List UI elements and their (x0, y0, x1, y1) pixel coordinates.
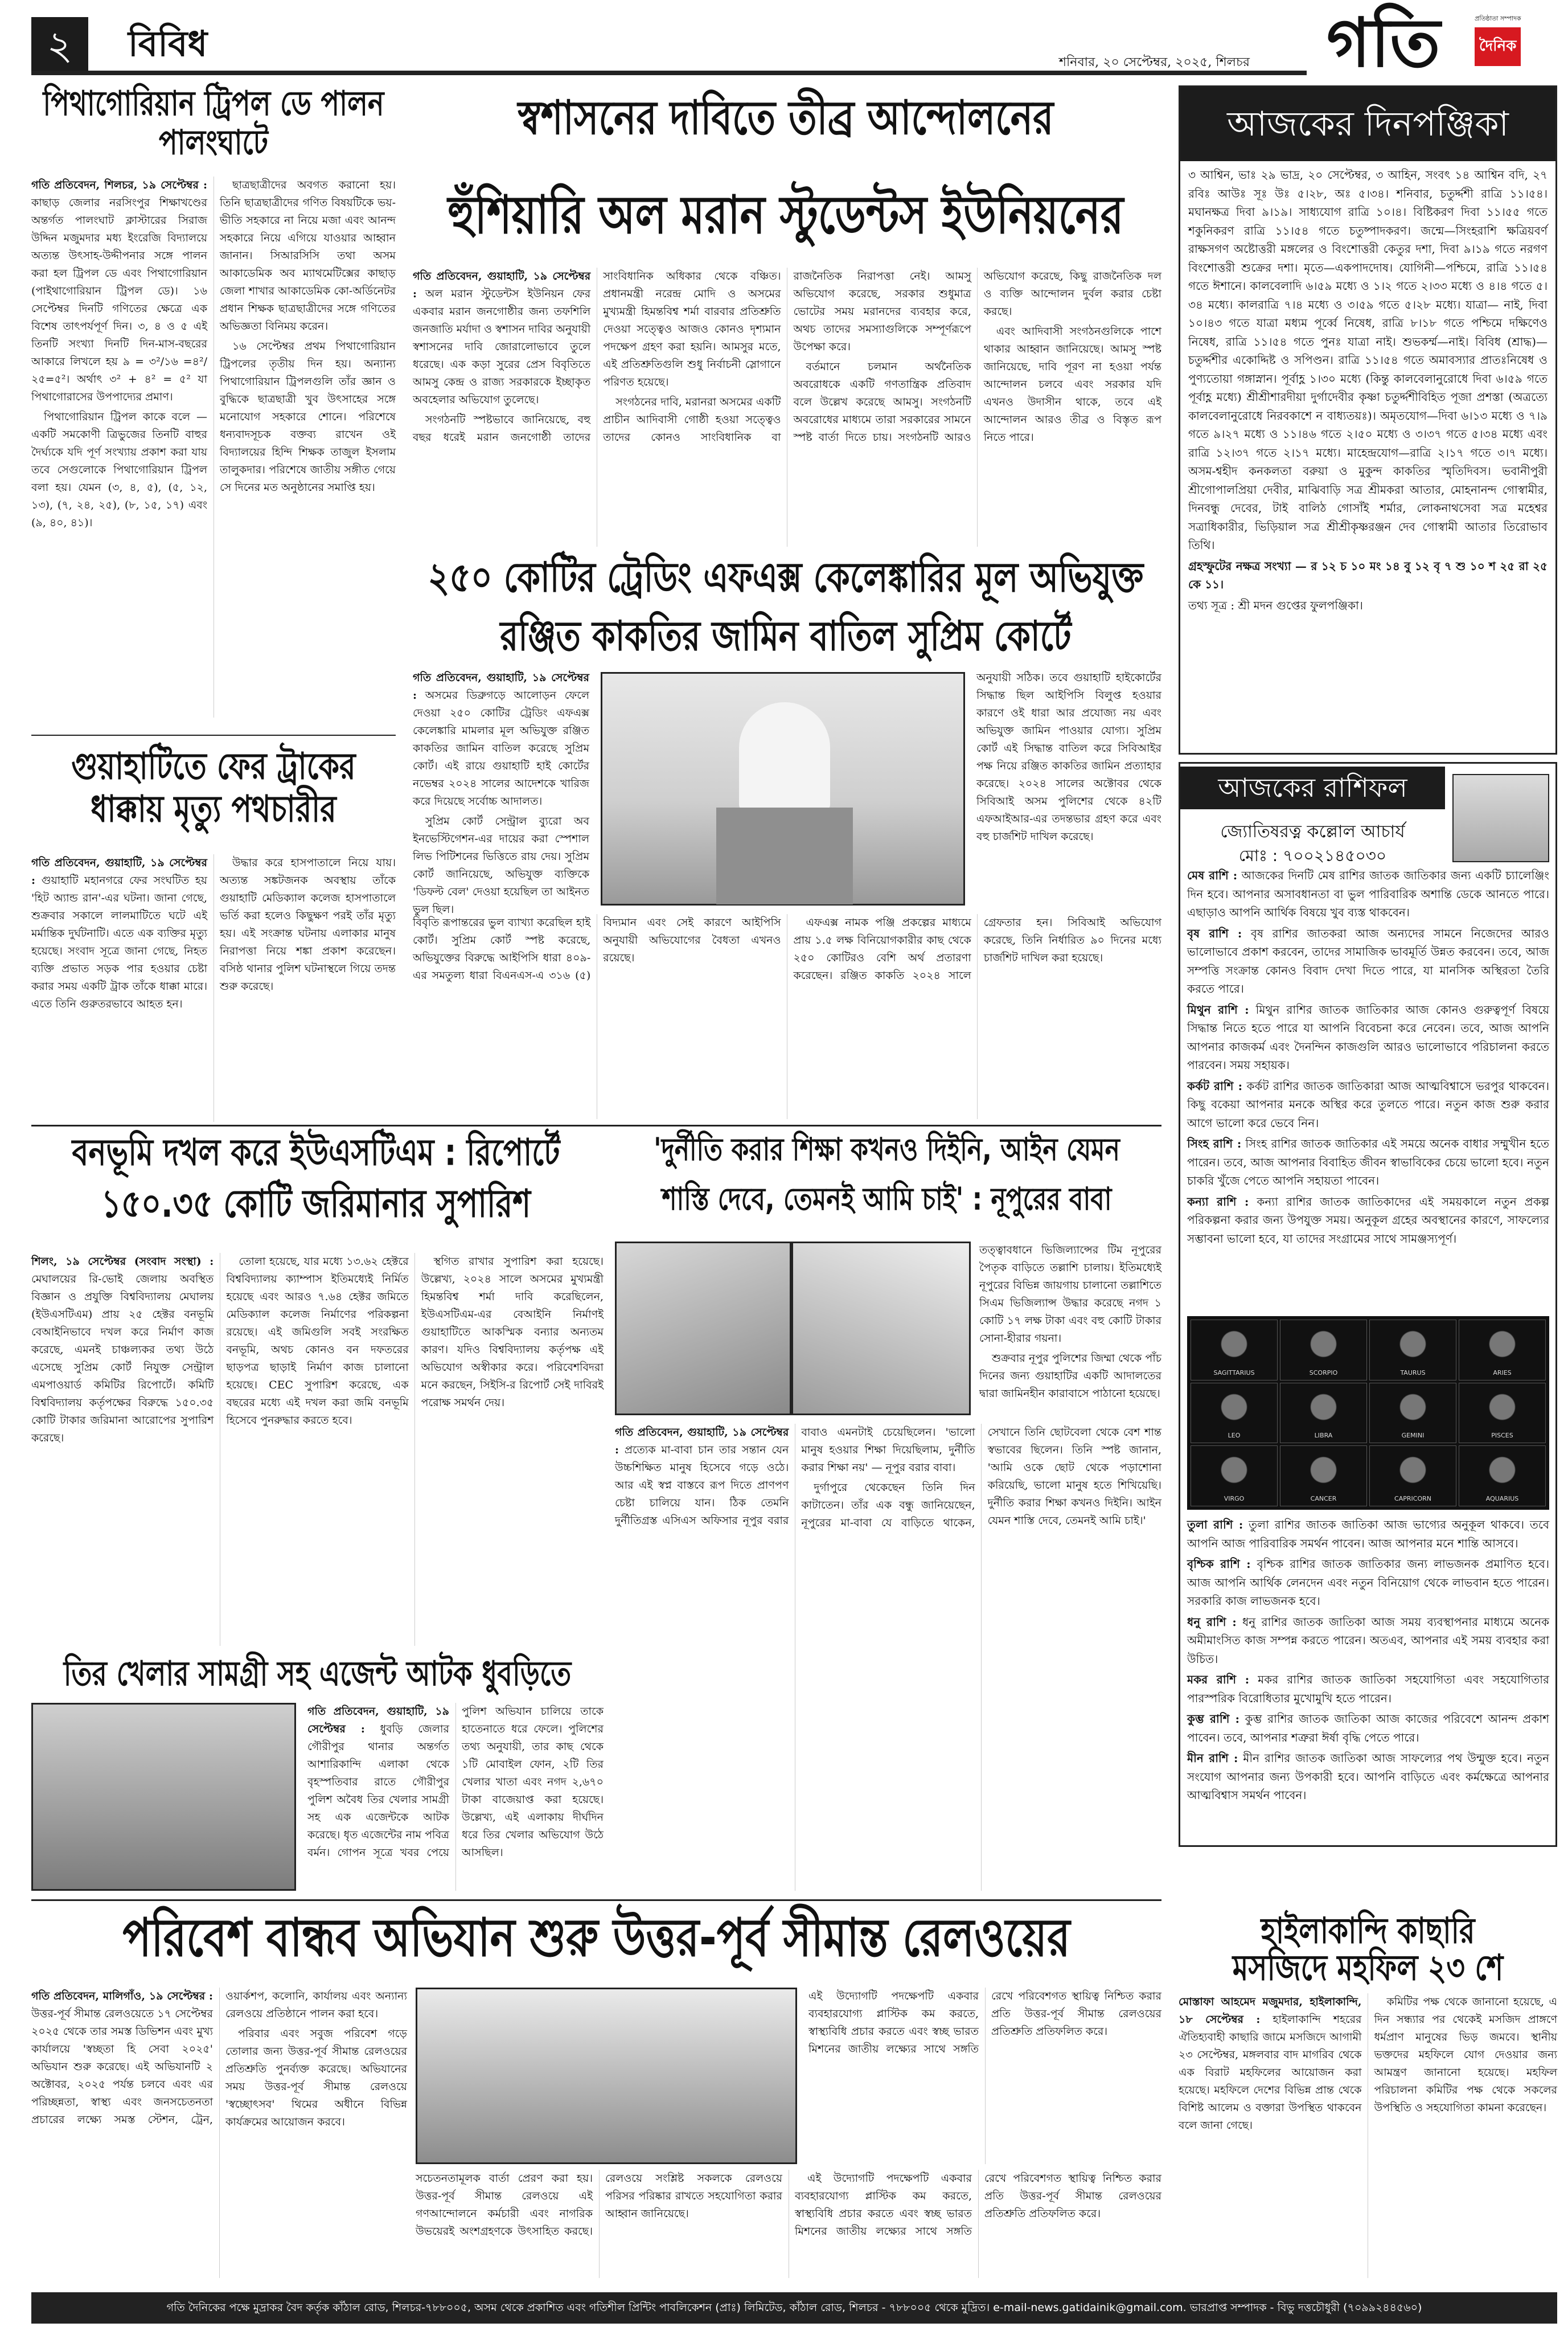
paragraph: দুর্গাপুরে থেকেছেন তিনি দিন কাটাতেন। তাঁর এক বন্ধু জানিয়েছেন, নূপুরের মা-বাবা যে বাড়িতে থাকেন, সেখানে তিনি ছোটবেলা থেকে বেশ শান্ত স্বভাবের ছিলেন। তিনি স্পষ্ট জানান, 'আমি ওকে ছোট থেকে পড়াশোনা করিয়েছি, ভালো মানুষ হতে শিখিয়েছি। দুর্নীতি করার শিক্ষা কখনও দিইনি। আইন যেমন শাস্তি দেবে, তেমনই আমি চাই।' (801, 1426, 1161, 1529)
sign-name: কুম্ভ রাশি : (1187, 1712, 1240, 1726)
sign-text: বৃষ রাশির জাতকরা আজ অন্যদের সামনে নিজেদের আরও ভালোভাবে প্রকাশ করবেন, তাদের সামাজিক ভাবমূর্তি উন্নত করবেন। তবে, আজ সম্পত্তি সংক্রান্ত কোনও বিবাদ দেখা দিতে পারে, যা মানসিক অস্থিরতা তৈরি করতে পারে। (1187, 926, 1549, 996)
headline-ustm-2: ১৫০.৩৫ কোটি জরিমানার সুপারিশ (101, 1181, 531, 1226)
paragraph: এই উদ্যোগটি পদক্ষেপটি একবার ব্যবহারযোগ্য প্লাস্টিক কম করতে, স্বাস্থ্যবিধি প্রচার করতে এবং স্বচ্ছ ভারত মিশনের জাতীয় লক্ষ্যের সাথে সঙ্গতি রেখে পরিবেশগত স্থায়িত্ব নিশ্চিত করার প্রতি উত্তর-পূর্ব সীমান্ত রেলওয়ের প্রতিশ্রুতি প্রতিফলিত করে। (795, 2172, 1161, 2238)
dateline: শিলং, ১৯ সেপ্টেম্বর (সংবাদ সংস্থা) : (31, 1255, 214, 1268)
headline-moran-1: স্বশাসনের দাবিতে তীব্র আন্দোলনের (518, 90, 1054, 145)
paragraph: প্রত্যেক মা-বাবা চান তার সন্তান যেন উচ্চশিক্ষিত মানুষ হিসেবে গড়ে ওঠে। আর এই স্বপ্ন বাস্তবে রূপ দিতে প্রাণপণ চেষ্টা চালিয়ে যান। ঠিক তেমনি দুর্নীতিগ্রস্ত এসিএস অফিসার নূপুর বরার বাবাও এমনটাই চেয়েছিলেন। 'ভালো মানুষ হওয়ার শিক্ষা দিয়েছিলাম, দুর্নীতি করার শিক্ষা নয়' — নূপুর বরার বাবা। (615, 1426, 975, 1527)
sign-text: তুলা রাশির জাতক জাতিকা আজ ভাগ্যের অনুকূল থাকবে। তবে আপনি আজ পারিবারিক সমর্থন পাবেন। আজ আপনার মনে শান্তি আসবে। (1187, 1518, 1550, 1550)
dateline: গতি প্রতিবেদন, গুয়াহাটি, ১৯ সেপ্টেম্বর : (413, 270, 591, 300)
zodiac-sign: TAURUS (1369, 1320, 1456, 1380)
paragraph: এবং আদিবাসী সংগঠনগুলিকে পাশে থাকার আহ্বান জানিয়েছে। আমসু স্পষ্ট জানিয়েছে, দাবি পূরণ না হওয়া পর্যন্ত আন্দোলন চলবে এবং সরকার যদি এখনও উদাসীন থাকে, তবে এই আন্দোলন আরও তীব্র ও বিস্তৃত রূপ নিতে পারে। (983, 325, 1161, 444)
nupur-father-photo (615, 1242, 791, 1415)
dateline: গতি প্রতিবেদন, গুয়াহাটি, ১৯ সেপ্টেম্বর : (615, 1426, 789, 1456)
headline-nupur-1: 'দুর্নীতি করার শিক্ষা কখনও দিইনি, আইন যেমন (654, 1131, 1120, 1168)
paragraph: সচেতনতামূলক বার্তা প্রেরণ করা হয়। উত্তর-পূর্ব সীমান্ত রেলওয়ে এই গণআন্দোলনে কর্মচারী এবং নাগরিক উভয়েরই অংশগ্রহণকে উৎসাহিত করছে। রেলওয়ে সংশ্লিষ্ট সকলকে রেলওয়ে পরিসর পরিষ্কার রাখতে সহযোগিতা করার আহ্বান জানিয়েছে। (416, 2172, 782, 2238)
paragraph: কাছাড় জেলার নরসিংপুর শিক্ষাখণ্ডের অন্তর্গত পালংঘাট ক্লাস্টারের সিরাজ উদ্দিন মজুমদার মধ্য ইংরেজি বিদ্যালয়ে অত্যন্ত উৎসাহ-উদ্দীপনার সঙ্গে পালন করা হল ট্রিপল ডে এবং পিথাগোরিয়ান (পাইথাগোরিয়ান ট্রিপল ডে)। ১৬ সেপ্টেম্বর দিনটি গণিতের ক্ষেত্রে এক বিশেষ তাৎপর্যপূর্ণ দিন। ৩, ৪ ও ৫ এই তিনটি সংখ্যা দিনটি দিন-মাস-বছরের আকারে লিখলে হয় ৯ = ৩²/১৬ =৪²/২৫=৫²। অর্থাৎ ৩² + ৪² = ৫² যা পিথাগোরাসের উপপাদ্যের প্রমাণ। (31, 196, 207, 403)
sign-text: মীন রাশির জাতক জাতিকা আজ সাফল্যের পথ উন্মুক্ত হবে। নতুন সংযোগ আপনার জন্য উপকারী হবে। আপনি বাড়িতে এবং কর্মক্ষেত্রে আপনার আত্মবিশ্বাস সমর্থন পাবেন। (1187, 1751, 1550, 1802)
paragraph: সুপ্রিম কোর্ট সেন্ট্রাল ব্যুরো অব ইনভেস্টিগেশন-এর দায়ের করা স্পেশাল লিভ পিটিশনের ভিত্তিতে রায় দেয়। সুপ্রিম কোর্ট জানিয়েছে, অভিযুক্ত ব্যক্তিকে 'ডিফল্ট বেল' দেওয়া হয়েছিল তা আইনত ভুল ছিল। (413, 815, 589, 916)
dateline: মোস্তাফা আহমেদ মজুমদার, হাইলাকান্দি, ১৮ সেপ্টেম্বর : (1179, 1996, 1362, 2026)
logo-badge: দৈনিক (1475, 27, 1521, 66)
article-railway-col (808, 1988, 1161, 2164)
panjika-stars: গ্রহস্ফুটের নক্ষত্র সংখ্যা — র ১২ চ ১০ মং ১৪ বু ১২ বৃ ৭ শু ১০ শ ২৫ রা ২৫ কে ১১। (1188, 559, 1548, 591)
panjika-text (1180, 161, 1555, 751)
rashifal-title: আজকের রাশিফল (1180, 767, 1445, 809)
logo-tagline: প্রতিষ্ঠাতা সম্পাদক (1475, 15, 1521, 22)
article-mosque (1179, 1993, 1557, 2278)
paragraph: ধুবড়ি জেলার গৌরীপুর থানার অন্তর্গত আশারিকান্দি এলাকা থেকে বৃহস্পতিবার রাতে গৌরীপুর পুলিশ অবৈধ তির খেলার সামগ্রী সহ এক এজেন্টকে আটক করেছে। ধৃত এজেন্টের নাম পবিত্র বর্মন। গোপন সূত্রে খবর পেয়ে পুলিশ অভিযান চালিয়ে তাকে হাতেনাতে ধরে ফেলে। পুলিশের তথ্য অনুযায়ী, তার কাছ থেকে ১টি মোবাইল ফোন, ২টি তির খেলার খাতা এবং নগদ ২,৬৭০ টাকা বাজেয়াপ্ত করা হয়েছে। উল্লেখ্য, এই এলাকায় দীর্ঘদিন ধরে তির খেলার অভিযোগ উঠে আসছিল। (307, 1705, 604, 1859)
panjika-source: তথ্য সূত্র : শ্রী মদন গুপ্তের ফুলপঞ্জিকা। (1188, 598, 1363, 612)
paragraph: এই উদ্যোগটি পদক্ষেপটি একবার ব্যবহারযোগ্য প্লাস্টিক কম করতে, স্বাস্থ্যবিধি প্রচার করতে এবং স্বচ্ছ ভারত মিশনের জাতীয় লক্ষ্যের সাথে সঙ্গতি রেখে পরিবেশগত স্থায়িত্ব নিশ্চিত করার প্রতি উত্তর-পূর্ব সীমান্ত রেলওয়ের প্রতিশ্রুতি প্রতিফলিত করে। (808, 1990, 1161, 2055)
headline-mosque-2: মসজিদে মহফিল ২৩ শে (1232, 1947, 1504, 1989)
paragraph: স্থগিত রাখার সুপারিশ করা হয়েছে। উল্লেখ্য, ২০২৪ সালে অসমের মুখ্যমন্ত্রী হিমন্তবিশ্ব শর্মা দাবি করেছিলেন, ইউএসটিএম-এর বেআইনি নির্মাণই গুয়াহাটিতে আকস্মিক বন্যার অন্যতম কারণ। যদিও বিশ্ববিদ্যালয় কর্তৃপক্ষ এই অভিযোগ অস্বীকার করে। পরিবেশবিদরা মনে করছেন, সিইসি-র রিপোর্ট সেই দাবিরই পরোক্ষ সমর্থন দেয়। (421, 1255, 604, 1409)
header-rule (31, 71, 1307, 75)
paragraph: তোলা হয়েছে, যার মধ্যে ১৩.৬২ হেক্টরে বিশ্ববিদ্যালয় ক্যাম্পাস ইতিমধ্যেই নির্মিত হয়েছে এবং আরও ৭.৬৪ হেক্টর জমিতে মেডিক্যাল কলেজ নির্মাণের পরিকল্পনা রয়েছে। এই জমিগুলি সবই সংরক্ষিত বনভূমি, অথচ কোনও বন দফতরের ছাড়পত্র ছাড়াই নির্মাণ কাজ চালানো হয়েছে। CEC সুপারিশ করেছে, এক বছরের মধ্যে এই দখল করা জমি বনভূমি হিসেবে পুনরুদ্ধার করতে হবে। (226, 1255, 409, 1427)
sign-name: কন্যা রাশি : (1187, 1194, 1249, 1208)
paragraph: উত্তর-পূর্ব সীমান্ত রেলওয়েতে ১৭ সেপ্টেম্বর ২০২৫ থেকে তার সমস্ত ডিভিশন এবং মুখ্য কার্যালয়ে 'স্বচ্ছতা হি সেবা ২০২৫' অভিযান শুরু করেছে। এই অভিযানটি ২ অক্টোবর, ২০২৫ পর্যন্ত চলবে এবং এর পরিচ্ছন্নতা, স্বাস্থ্য এবং জনসচেতনতা প্রচারের লক্ষ্যে সমস্ত স্টেশন, ট্রেন, ওয়ার্কশপ, কলোনি, কার্যালয় এবং অন্যান্য রেলওয়ে প্রতিষ্ঠানে পালন করা হবে। (31, 1990, 407, 2126)
zodiac-sign: SCORPIO (1280, 1320, 1367, 1380)
logo-main: গতি (1327, 3, 1440, 82)
footer-imprint: গতি দৈনিকের পক্ষে মুদ্রাকর বৈদ কর্তৃক কাঁঠাল রোড, শিলচর-৭৮৮০০৫, অসম থেকে প্রকাশিত এবং গতিশীল প্রিন্টিং পাবলিকেশন (প্রাঃ) লিমিটেড, কাঁঠাল রোড, শিলচর - ৭৮৮০০৫ থেকে মুদ্রিত। e-mail-news.gatidainik@gmail.com. ভারপ্রাপ্ত সম্পাদক - বিভু দত্তচৌধুরী (৭০৯৯২৪৪৫৬০) (31, 2292, 1557, 2324)
sign-text: আজকের দিনটি মেষ রাশির জাতক জাতিকার জন্য একটি চ্যালেঞ্জিং দিন হবে। আপনার অসাবধানতা বা ভুল পারিবারিক অশান্তি ডেকে আনতে পারে। এছাড়াও আপনি আর্থিক বিষয়ে খুব ব্যস্ত থাকবেন। (1187, 869, 1550, 919)
sign-text: কুম্ভ রাশির জাতক জাতিকা আজ কাজের পরিবেশে আনন্দ প্রকাশ পাবেন। তবে, আপনার শত্রুরা ঈর্ষা বৃদ্ধি পেতে পারে। (1187, 1712, 1549, 1744)
paragraph: হাইলাকান্দি শহরের ঐতিহ্যবাহী কাছারি জামে মসজিদে আগামী ২৩ সেপ্টেম্বর, মঙ্গলবার বাদ মাগরিব থেকে এক বিরাট মহফিলের আয়োজন করা হয়েছে। মহফিলে দেশের বিভিন্ন প্রান্ত থেকে বিশিষ্ট আলেম ও বক্তারা উপস্থিত থাকবেন বলে জানা গেছে। (1179, 2013, 1362, 2132)
panjika-box (1179, 85, 1557, 755)
logo (1327, 3, 1554, 82)
paragraph: শুক্রবার নূপুর পুলিশের জিম্মা থেকে পাঁচ দিনের জন্য গুয়াহাটির একটি আদালতের দ্বারা জামিনহীন কারাবাসে পাঠানো হয়েছে। (979, 1352, 1161, 1400)
page-number: ২ (31, 17, 88, 74)
sign-text: মকর রাশির জাতক জাতিকা সহযোগিতা এবং সহযোগিতার পারস্পরিক বিরোধিতার মুখোমুখি হতে পারেন। (1187, 1673, 1550, 1705)
headline-ustm-1: বনভূমি দখল করে ইউএসটিএম : রিপোর্টে (72, 1131, 560, 1174)
paragraph: উদ্ধার করে হাসপাতালে নিয়ে যায়। অত্যন্ত সঙ্কটজনক অবস্থায় তাঁকে গুয়াহাটি মেডিক্যাল কলেজ হাসপাতালে ভর্তি করা হলেও কিছুক্ষণ পরই তাঁর মৃত্যু হয়। এই সংক্রান্ত ঘটনায় এলাকার মানুষ নিরাপত্তা নিয়ে শঙ্কা প্রকাশ করেছেন। বসিষ্ঠ থানার পুলিশ ঘটনাস্থলে গিয়ে তদন্ত শুরু করেছে। (220, 857, 396, 993)
paragraph: অনুযায়ী সঠিক। তবে গুয়াহাটি হাইকোর্টের সিদ্ধান্ত ছিল আইপিসি বিলুপ্ত হওয়ার কারণে ওই ধারা আর প্রযোজ্য নয় এবং অভিযুক্ত জামিন পাওয়ার যোগ্য। সুপ্রিম কোর্ট এই সিদ্ধান্ত বাতিল করে সিবিআইর পক্ষ নিয়ে রঞ্জিত কাকতির জামিন প্রত্যাহার করেছে। ২০২৪ সালের অক্টোবর থেকে সিবিআই অসম পুলিশের থেকে ৪২টি এফআইআর-এর তদন্তভার গ্রহণ করে এবং বহু চার্জশিট দাখিল করেছে। (976, 671, 1161, 843)
section-title: বিবিধ (128, 23, 208, 64)
article-fx-right (976, 669, 1161, 908)
paragraph: অল মরান স্টুডেন্টস ইউনিয়ন ফের একবার মরান জনগোষ্ঠীর জন্য তফশিলি জনজাতি মর্যাদা ও স্বশাসন দাবির অনুযায়ী স্বশাসনের দাবি জোরালোভাবে তুলে ধরেছে। এক কড়া সুরের প্রেস বিবৃতিতে আমসু কেন্দ্র ও রাজ্য সরকারকে ইচ্ছাকৃত অবহেলার অভিযোগ তুলেছে। (413, 288, 591, 406)
sign-text: ধনু রাশির জাতক জাতিকা আজ সময় ব্যবস্থাপনার মাধ্যমে অনেক অমীমাংসিত কাজ সম্পন্ন করতে পারেন। অতএব, আপনার এই সময় ব্যবহার করা উচিত। (1187, 1615, 1549, 1666)
sign-text: বৃশ্চিক রাশির জাতক জাতিকার জন্য লাভজনক প্রমাণিত হবে। আজ আপনি আর্থিক লেনদেন এবং নতুন বিনিয়োগ থেকে লাভবান হতে পারেন। সরকারি কাজ লাভজনক হবে। (1187, 1557, 1549, 1608)
building-shape (716, 808, 853, 904)
astrologer-name: জ্যোতিষরত্ন কল্লোল আচার্য (1220, 822, 1405, 842)
paragraph: এফএক্স নামক পঞ্জি প্রকল্পের মাধ্যমে প্রায় ১.৫ লক্ষ বিনিয়োগকারীর কাছ থেকে ২৫০ কোটিরও বেশি অর্থ প্রতারণা করেছেন। রঞ্জিত কাকতি ২০২৪ সালে গ্রেফতার হন। সিবিআই অভিযোগ করেছে, তিনি নির্ধারিত ৯০ দিনের মধ্যে চার্জশিট দাখিল করা হয়েছে। (793, 916, 1161, 982)
paragraph: পিথাগোরিয়ান ট্রিপল কাকে বলে — একটি সমকোণী ত্রিভুজের তিনটি বাহুর দৈর্ঘ্যকে যদি পূর্ণ সংখ্যায় প্রকাশ করা যায় তবে সেগুলোকে পিথাগোরিয়ান ট্রিপল বলা হয়। যেমন (৩, ৪, ৫), (৫, ১২, ১৩), (৭, ২৪, ২৫), (৮, ১৫, ১৭) এবং (৯, ৪০, ৪১)। (31, 411, 207, 529)
sign-name: তুলা রাশি : (1187, 1518, 1243, 1531)
paragraph: সংগঠনটি স্পষ্টভাবে জানিয়েছে, বহু বছর ধরেই মরান জনগোষ্ঠী তাদের সাংবিধানিক অধিকার থেকে বঞ্চিত। প্রধানমন্ত্রী নরেন্দ্র মোদি ও অসমের মুখ্যমন্ত্রী হিমন্তবিশ্ব শর্মা বারবার প্রতিশ্রুতি দেওয়া সত্ত্বেও আজও কোনও দৃশ্যমান পদক্ষেপ গ্রহণ করা হয়নি। আমসুর মতে, এই প্রতিশ্রুতিগুলি শুধু নির্বাচনী স্লোগানে পরিণত হয়েছে। (413, 270, 781, 444)
issue-date: শনিবার, ২০ সেপ্টেম্বর, ২০২৫, শিলচর (1059, 55, 1250, 69)
paragraph: ছাত্রছাত্রীদের অবগত করানো হয়। তিনি ছাত্রছাত্রীদের গণিত বিষয়টিকে ভয়-ভীতি সহকারে না নিয়ে মজা এবং আনন্দ সহকারে নিয়ে এগিয়ে যাওয়ার আহ্বান জানান। সিআরসিসি তথা অসম আকাডেমিক অব ম্যাথমেটিক্সের কাছাড় জেলা শাখার আকাডেমিক কো-অর্ডিনেটর প্রধান শিক্ষক ছাত্রছাত্রীদের সঙ্গে গণিতের অভিজ্ঞতা বিনিময় করেন। (220, 179, 396, 333)
sign-name: ধনু রাশি : (1187, 1615, 1237, 1629)
panjika-title: আজকের দিনপঞ্জিকা (1180, 87, 1555, 161)
divider (31, 1899, 1161, 1901)
paragraph: ১৬ সেপ্টেম্বর প্রথম পিথাগোরিয়ান ট্রিপলের তৃতীয় দিন হয়। অন্যান্য পিথাগোরিয়ান ট্রিপলগুলি তাঁর জ্ঞান ও বুদ্ধিকে ছাত্রছাত্রী খুব উৎসাহের সঙ্গে মনোযোগ সহকারে শোনে। পরিশেষে ধন্যবাদসূচক বক্তব্য রাখেন ওই বিদ্যালয়ের হিন্দি শিক্ষক তাজুল ইসলাম তালুকদার। পরিশেষে জাতীয় সঙ্গীত গেয়ে সে দিনের মত অনুষ্ঠানের সমাপ্তি হয়। (220, 340, 396, 494)
headline-pythagoras: পিথাগোরিয়ান ট্রিপল ডে পালন পালংঘাটে (43, 83, 384, 163)
paragraph: মেঘালয়ের রি-ভোই জেলায় অবস্থিত বিজ্ঞান ও প্রযুক্তি বিশ্ববিদ্যালয় মেঘালয় (ইউএসটিএম) প্রায় ২৫ হেক্টর বনভূমি বেআইনিভাবে দখল করে নির্মাণ কাজ করেছে, এমনই চাঞ্চল্যকর তথ্য উঠে এসেছে সুপ্রিম কোর্ট নিযুক্ত সেন্ট্রাল এমপাওয়ার্ড কমিটির রিপোর্টে। কমিটি বিশ্ববিদ্যালয় কর্তৃপক্ষের বিরুদ্ধে ১৫০.৩৫ কোটি টাকার জরিমানা আরোপের সুপারিশ করেছে। (31, 1273, 214, 1444)
paragraph: সংগঠনের দাবি, মরানরা অসমের একটি প্রাচীন আদিবাসী গোষ্ঠী হওয়া সত্ত্বেও তাদের কোনও সাংবিধানিক বা রাজনৈতিক নিরাপত্তা নেই। আমসু অভিযোগ করেছে, সরকার শুধুমাত্র ভোটের সময় মরানদের ব্যবহার করে, অথচ তাদের সমস্যাগুলিকে সম্পূর্ণরূপে উপেক্ষা করে। (603, 270, 971, 444)
dateline: গতি প্রতিবেদন, গুয়াহাটি, ১৯ সেপ্টেম্বর : (307, 1705, 449, 1735)
rashifal-bottom (1187, 1515, 1549, 1843)
zodiac-sign: LEO (1191, 1383, 1278, 1444)
headline-nupur-2: শাস্তি দেবে, তেমনই আমি চাই' : নূপুরের বাবা (662, 1181, 1112, 1218)
zodiac-sign: CAPRICORN (1369, 1445, 1456, 1506)
divider (31, 735, 396, 736)
sign-name: বৃশ্চিক রাশি : (1187, 1557, 1251, 1571)
dateline: গতি প্রতিবেদন, গুয়াহাটি, ১৯ সেপ্টেম্বর : (413, 671, 589, 702)
article-arrow (307, 1703, 604, 1891)
paragraph: বর্তমানে চলমান অর্থনৈতিক অবরোধকে একটি গণতান্ত্রিক প্রতিবাদ বলে উল্লেখ করেছে আমসু। সংগঠনটি অবরোধের মাধ্যমে তারা সরকারের সামনে স্পষ্ট বার্তা দিতে চায়। সংগঠনটি আরও অভিযোগ করেছে, কিছু রাজনৈতিক দল ও ব্যক্তি আন্দোলন দুর্বল করার চেষ্টা করছে। (793, 270, 1161, 444)
headline-fx-1: ২৫০ কোটির ট্রেডিং এফএক্স কেলেঙ্কারির মূল অভিযুক্ত (428, 552, 1144, 601)
dome-shape (739, 702, 830, 810)
zodiac-sign: SAGITTARIUS (1191, 1320, 1278, 1380)
article-railway-left (31, 1988, 407, 2278)
railway-event-photo (416, 1988, 797, 2164)
headline-mosque-1: হাইলাকান্দি কাছারি (1261, 1910, 1475, 1952)
article-nupur-bottom (615, 1424, 1161, 1891)
sign-name: সিংহ রাশি : (1187, 1137, 1242, 1150)
headline-moran-2: হুঁশিয়ারি অল মরান স্টুডেন্টস ইউনিয়নের (448, 184, 1124, 246)
paragraph: অসমের ডিব্রুগড়ে আলোড়ন ফেলে দেওয়া ২৫০ কোটির ট্রেডিং এফএক্স কেলেঙ্কারি মামলার মূল অভিযুক্ত রঞ্জিত কাকতির জামিন বাতিল করেছে সুপ্রিম কোর্ট। এই রায়ে গুয়াহাটি হাই কোর্টের নভেম্বর ২০২৪ সালের আদেশকে খারিজ করে দিয়েছে সর্বোচ্চ আদালত। (413, 689, 589, 808)
zodiac-sign: CANCER (1280, 1445, 1367, 1506)
sign-name: মেষ রাশি : (1187, 869, 1238, 882)
paragraph: পরিবার এবং সবুজ পরিবেশ গড়ে তোলার জন্য উত্তর-পূর্ব সীমান্ত রেলওয়ের প্রতিশ্রুতি পুনর্ব্যক্ত করেছে। অভিযানের সময় উত্তর-পূর্ব সীমান্ত রেলওয়ে 'স্বচ্ছোৎসব' থিমের অধীনে বিভিন্ন কার্যক্রমের আয়োজন করবে। (225, 2027, 407, 2128)
zodiac-sign: ARIES (1459, 1320, 1546, 1380)
paragraph: কমিটির পক্ষ থেকে জানানো হয়েছে, এ দিন সন্ধ্যার পর থেকেই মসজিদ প্রাঙ্গণে ধর্মপ্রাণ মানুষের ভিড় জমবে। স্থানীয় ভক্তদের মহফিলে যোগ দেওয়ার জন্য আমন্ত্রণ জানানো হয়েছে। মহফিল পরিচালনা কমিটির পক্ষ থেকে সকলের উপস্থিতি ও সহযোগিতা কামনা করেছেন। (1374, 1996, 1557, 2114)
sign-text: কর্কট রাশির জাতক জাতিকারা আজ আত্মবিশ্বাসে ভরপুর থাকবেন। কিছু বকেয়া আপনার মনকে অস্থির করে তুলতে পারে। নতুন কাজ শুরু করার আগে ভালো করে ভেবে নিন। (1187, 1079, 1549, 1130)
panjika-body: ৩ আশ্বিন, ভাঃ ২৯ ভাদ্র, ২০ সেপ্টেম্বর, ৩ আহিন, সংবৎ ১৪ আশ্বিন বদি, ২৭ রবিঃ আউঃ সূঃ উঃ ৫।২৮, অঃ ৫।৩৪। শনিবার, চতুর্দ্দশী রাত্রি ১১।৫৪। মঘানক্ষত্র দিবা ৯।১৯। সাধ্যযোগ রাত্রি ১০।৪। বিষ্টিকরণ দিবা ১১।৫৫ গতে শকুনিকরণ রাত্রি ১১।৫৪ গতে চতুষ্পাদকরণ। জন্মে—সিংহরাশি ক্ষত্রিয়বর্ণ রাক্ষসগণ অষ্টোত্তরী মঙ্গলের ও বিংশোত্তরী কেতুর দশা, দিবা ৯।১৯ গতে নরগণ বিংশোত্তরী শুক্রের দশা। মৃতে—একপাদদোষ। যোগিনী—পশ্চিমে, রাত্রি ১১।৫৪ গতে ঈশানে। কালবেলাদি ৬।৫৯ মধ্যে ও ১।২ গতে ২।৩৩ মধ্যে ও ৪।৪ গতে ৫।৩৪ মধ্যে। কালরাত্রি ৭।৪ মধ্যে ও ৩।৫৯ গতে ৫।২৮ মধ্যে। যাত্রা— নাই, দিবা ১০।৪৩ গতে যাত্রা মধ্যম পূর্ব্বে নিষেধ, রাত্রি ৮।১৮ গতে পশ্চিমে দক্ষিণেও নিষেধ, রাত্রি ১১।৫৪ গতে পুনঃ যাত্রা নাই। শুভকর্ম্ম—নাই। বিবিধ (শ্রাদ্ধ)—চতুর্দ্দশীর একোদ্দিষ্ট ও সপিণ্ডন। রাত্রি ১১।৫৪ গতে অমাবস্যার প্রাতঃনিষেধ ও পুণ্যতোয়া গঙ্গাস্নান। পূর্বাহ্ণ ১।৩০ মধ্যে (কিন্তু কালবেলানুরোধে দিবা ৬।৫৯ গতে পূর্বাহ্ণ মধ্যে) শ্রীশ্রীশারদীয়া দুর্গাদেবীর কৃষ্ণা চতুর্দ্দশীবিহিত পূজা প্রশস্তা (অত্রত্যে কালবেলানুরোধে নিরবকাশে ন বাধ্যতয়ঃ)। অমৃতযোগ—দিবা ৬।১৩ মধ্যে ও ৭।৯ গতে ৯।২৭ মধ্যে ও ১১।৪৬ গতে ২।৫০ মধ্যে ও ৩।৩৭ গতে ৫।৩৪ মধ্যে এবং রাত্রি ১২।৩৭ গতে ২।১৭ মধ্যে। মাহেন্দ্রযোগ—রাত্রি ২।১৭ গতে ৩।৭ মধ্যে। অসম-শ্বহীদ কনকলতা বরুয়া ও মুকুন্দ কাকতির স্মৃতিদিবস। ভবানীপুরী শ্রীগোপালপ্রিয়া দেবীর, মাঝিবাড়ি সত্র শ্রীমকরা আতার, মোহনানন্দ গোস্বামীর, দিনবন্ধু দেবের, টাই বালিঠ গোসাঁই শর্মার, লোকনাথসেবা সত্র মহেশ্বর সত্রাধিকারীর, ভিড়িয়াল সত্র শ্রীশ্রীকৃষ্ণরঞ্জন দেব গোস্বামী আতার তিরোভাব তিথি। (1188, 168, 1548, 552)
rashifal-box (1179, 762, 1557, 1847)
zodiac-graphic (1187, 1316, 1549, 1510)
article-railway-right (416, 2170, 1161, 2278)
article-pythagoras (31, 177, 396, 718)
sign-text: মিথুন রাশির জাতক জাতিকার আজ কোনও গুরুত্বপূর্ণ বিষয়ে সিদ্ধান্ত নিতে হতে পারে যা আপনি বিবেচনা করে নেবেন। তবে, আজ আপনি আপনার কাজকর্ম এবং দৈনন্দিন কাজগুলি আরও ভালোভাবে পরিচালনা করতে পারবেন। সময় সহায়ক। (1187, 1002, 1550, 1072)
rashifal-top (1187, 866, 1549, 1313)
sign-text: কন্যা রাশির জাতক জাতিকাদের এই সময়কালে নতুন প্রকল্প পরিকল্পনা করার জন্য উপযুক্ত সময়। অনুকূল গ্রহের অবস্থানের কারণে, সাফল্যের সম্ভাবনা ভালো হবে, যা তাদের সংগ্রামের সাথে সামঞ্জস্যপূর্ণ। (1187, 1194, 1550, 1246)
zodiac-sign: LIBRA (1280, 1383, 1367, 1444)
article-moran (413, 268, 1161, 547)
headline-railway: পরিবেশ বান্ধব অভিযান শুরু উত্তর-পূর্ব সীমান্ত রেলওয়ের (122, 1907, 1070, 1969)
article-fx-bottom (413, 914, 1161, 1119)
sign-text: সিংহ রাশির জাতক জাতিকার এই সময়ে অনেক বাধার সম্মুখীন হতে পারেন। তবে, আজ আপনার বিবাহিত জীবন স্বাভাবিকের চেয়ে ভালো হবে। নতুন চাকরি খুঁজে পেতে আপনি সহায়তা পাবেন। (1187, 1137, 1549, 1187)
headline-truck: গুয়াহাটিতে ফের ট্রাকের ধাক্কায় মৃত্যু পথচারীর (71, 745, 356, 831)
paragraph: তত্ত্বাবধানে ভিজিল্যান্সের টিম নূপুরের পৈতৃক বাড়িতে তল্লাশি চালায়। ইতিমধ্যেই নূপুরের বিভিন্ন জায়গায় চালানো তল্লাশিতে সিএম ভিজিল্যান্স উদ্ধার করেছে নগদ ১ কোটি ১৭ লক্ষ টাকা এবং বহু কোটি টাকার সোনা-হীরার গয়না। (979, 1244, 1161, 1345)
headline-fx-2: রঞ্জিত কাকতির জামিন বাতিল সুপ্রিম কোর্টে (500, 611, 1072, 660)
astrologer-phone: মোঃ : ৭০০২১৪৫০৩০ (1238, 846, 1387, 865)
sign-name: বৃষ রাশি : (1187, 926, 1242, 940)
divider (31, 1125, 1161, 1126)
arrest-photo (31, 1703, 296, 1891)
zodiac-sign: PISCES (1459, 1383, 1546, 1444)
astrologer-photo (1452, 774, 1549, 862)
sign-name: মীন রাশি : (1187, 1751, 1238, 1765)
zodiac-sign: AQUARIUS (1459, 1445, 1546, 1506)
nupur-photo (791, 1242, 971, 1415)
paragraph: গুয়াহাটি মহানগরে ফের সংঘটিত হয় 'হিট অ্যান্ড রান'-এর ঘটনা। জানা গেছে, শুক্রবার সকালে লালমাটিতে ঘটে এই মর্মান্তিক দুর্ঘটনাটি। এতে এক ব্যক্তির মৃত্যু হয়েছে। সংবাদ সূত্রে জানা গেছে, নিহত ব্যক্তি প্রভাত সড়ক পার হওয়ার চেষ্টা করার সময় একটি ট্রাক তাঁকে ধাক্কা মারে। এতে তিনি গুরুতরভাবে আহত হন। (31, 874, 207, 1010)
sign-name: মিথুন রাশি : (1187, 1002, 1249, 1017)
article-ustm (31, 1253, 604, 1646)
headline-arrow: তির খেলার সামগ্রী সহ এজেন্ট আটক ধুবড়িতে (63, 1653, 572, 1694)
dateline: গতি প্রতিবেদন, গুয়াহাটি, ১৯ সেপ্টেম্বর : (31, 857, 207, 887)
article-fx-left (413, 669, 589, 916)
dateline: গতি প্রতিবেদন, মালিগাঁও, ১৯ সেপ্টেম্বর : (31, 1990, 213, 2002)
dateline: গতি প্রতিবেদন, শিলচর, ১৯ সেপ্টেম্বর : (31, 179, 207, 191)
sign-name: কর্কট রাশি : (1187, 1079, 1242, 1093)
supreme-court-photo (601, 672, 965, 906)
sign-name: মকর রাশি : (1187, 1673, 1250, 1686)
article-truck (31, 854, 396, 1122)
paragraph: বিবৃতি রূপান্তরের ভুল ব্যাখ্যা করেছিল হাই কোর্ট। সুপ্রিম কোর্ট স্পষ্ট করেছে, অভিযুক্তের বিরুদ্ধে আইপিসি ধারা ৪০৯-এর সমতুল্য ধারা বিএনএস-এ ৩১৬ (৫) বিদ্যমান এবং সেই কারণে আইপিসি অনুযায়ী অভিযোগের বৈধতা এখনও রয়েছে। (413, 916, 781, 982)
zodiac-sign: GEMINI (1369, 1383, 1456, 1444)
article-nupur-right (979, 1242, 1161, 1418)
zodiac-sign: VIRGO (1191, 1445, 1278, 1506)
